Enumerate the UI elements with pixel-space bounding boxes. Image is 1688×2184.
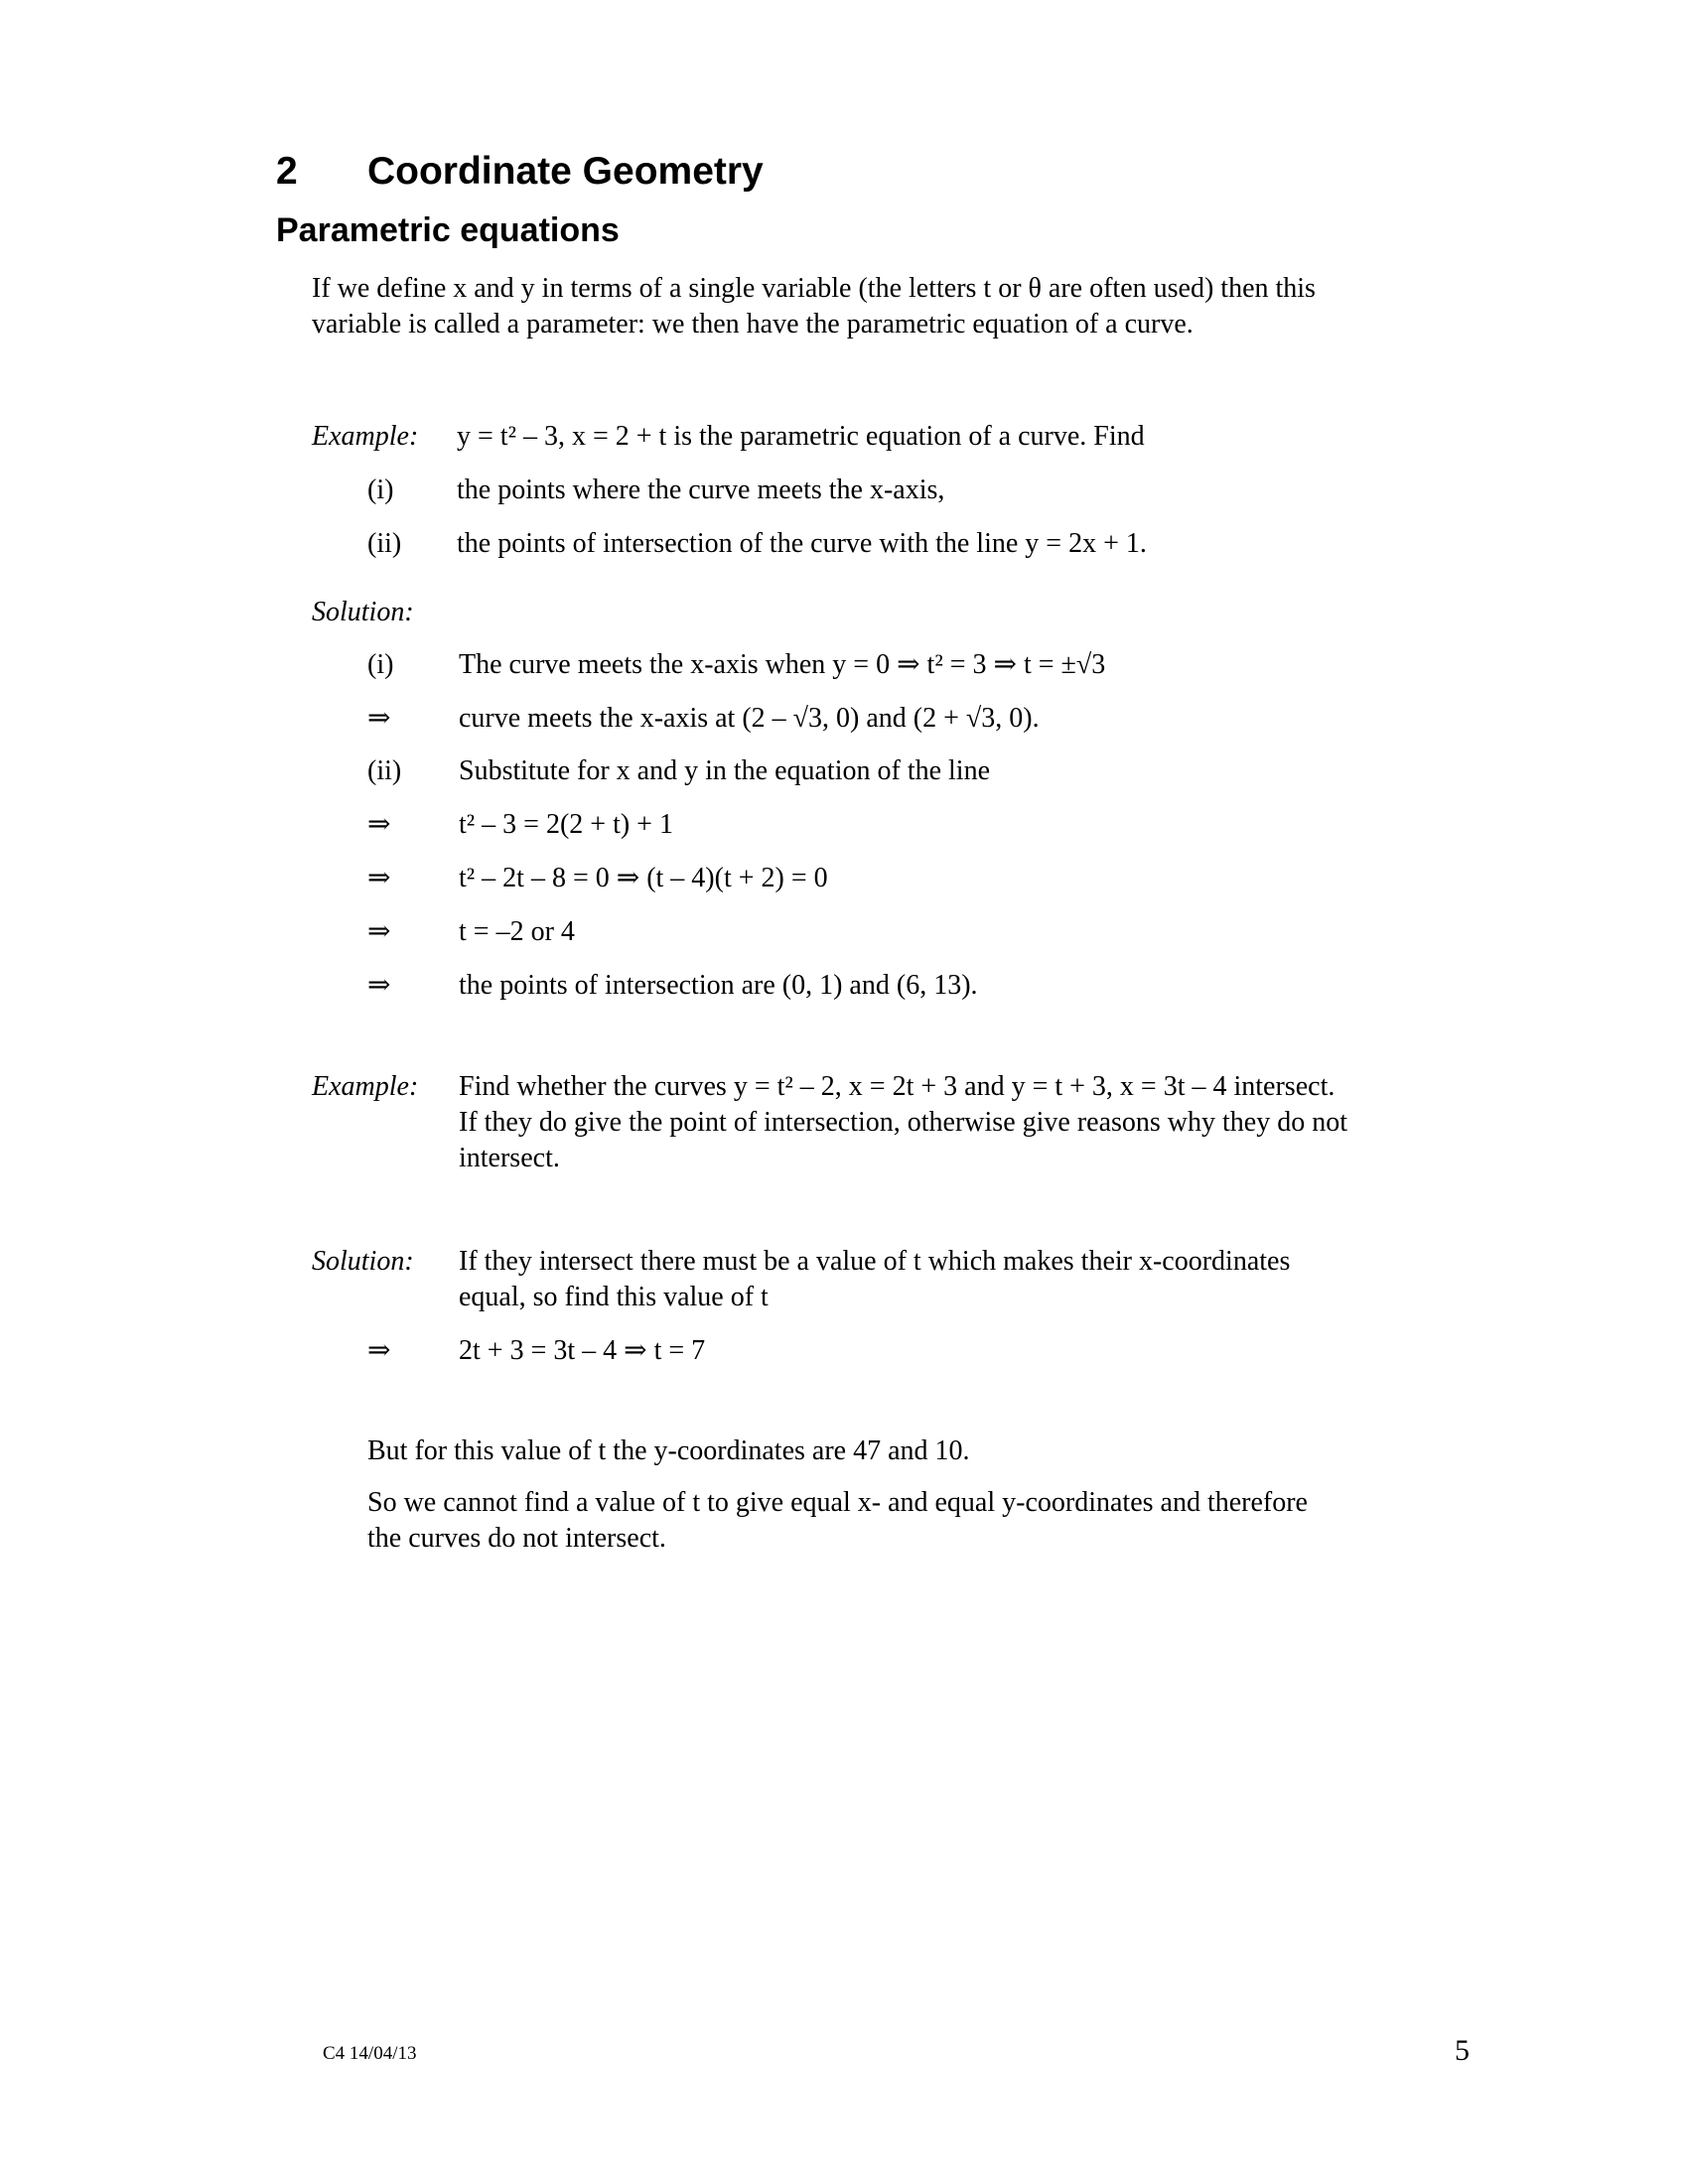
conclusion-line-3: the curves do not intersect. <box>367 1523 666 1554</box>
conclusion-line-1: But for this value of t the y-coordinates are 47 and 10. <box>367 1435 970 1466</box>
example-1-statement: y = t² – 3, x = 2 + t is the parametric equation of a curve. Find <box>457 421 1145 452</box>
solution-1-step-marker: (ii) <box>367 755 402 786</box>
example-1-part-i-text: the points where the curve meets the x-axis, <box>457 475 945 505</box>
example-1-part-i-marker: (i) <box>367 475 394 505</box>
solution-1-step-text: The curve meets the x-axis when y = 0 ⇒ t² = 3 ⇒ t = ±√3 <box>459 649 1106 680</box>
solution-1-step-text: curve meets the x-axis at (2 – √3, 0) and (2 + √3, 0). <box>459 703 1040 734</box>
example-2-line-3: intersect. <box>459 1143 560 1173</box>
chapter-title: Coordinate Geometry <box>367 150 764 193</box>
example-2-label: Example: <box>312 1071 419 1102</box>
solution-1-step-marker: ⇒ <box>367 970 391 1001</box>
example-1-label: Example: <box>312 421 419 452</box>
solution-1-step-text: t² – 3 = 2(2 + t) + 1 <box>459 809 673 840</box>
footer-course-date: C4 14/04/13 <box>323 2043 417 2064</box>
chapter-heading <box>276 149 764 195</box>
solution-1-step-marker: ⇒ <box>367 863 391 893</box>
solution-2-step-marker: ⇒ <box>367 1335 391 1366</box>
solution-2-step-text: 2t + 3 = 3t – 4 ⇒ t = 7 <box>459 1335 706 1366</box>
solution-1-step-marker: ⇒ <box>367 703 391 734</box>
example-1-part-ii-text: the points of intersection of the curve with the line y = 2x + 1. <box>457 528 1147 559</box>
solution-1-step-text: Substitute for x and y in the equation of the line <box>459 755 991 786</box>
intro-line-2: variable is called a parameter: we then have the parametric equation of a curve. <box>312 309 1194 340</box>
solution-1-step-marker: (i) <box>367 649 394 680</box>
example-2-line-1: Find whether the curves y = t² – 2, x = 2t + 3 and y = t + 3, x = 3t – 4 intersect. <box>459 1071 1336 1102</box>
example-1-part-ii-marker: (ii) <box>367 528 402 559</box>
solution-1-step-marker: ⇒ <box>367 809 391 840</box>
solution-2-line-1: If they intersect there must be a value of t which makes their x-coordinates <box>459 1246 1291 1277</box>
solution-1-step-text: the points of intersection are (0, 1) and (6, 13). <box>459 970 978 1001</box>
solution-1-label: Solution: <box>312 597 414 627</box>
solution-2-line-2: equal, so find this value of t <box>459 1282 769 1312</box>
solution-2-label: Solution: <box>312 1246 414 1277</box>
solution-1-step-text: t = –2 or 4 <box>459 916 575 947</box>
solution-1-step-text: t² – 2t – 8 = 0 ⇒ (t – 4)(t + 2) = 0 <box>459 863 828 893</box>
chapter-number: 2 <box>276 150 298 193</box>
intro-line-1: If we define x and y in terms of a single variable (the letters t or θ are often used) then this <box>312 273 1316 304</box>
section-heading: Parametric equations <box>276 211 620 249</box>
conclusion-line-2: So we cannot find a value of t to give equal x- and equal y-coordinates and therefore <box>367 1487 1308 1518</box>
example-2-line-2: If they do give the point of intersection, otherwise give reasons why they do not <box>459 1107 1348 1138</box>
solution-1-step-marker: ⇒ <box>367 916 391 947</box>
page-number: 5 <box>1455 2034 1470 2067</box>
